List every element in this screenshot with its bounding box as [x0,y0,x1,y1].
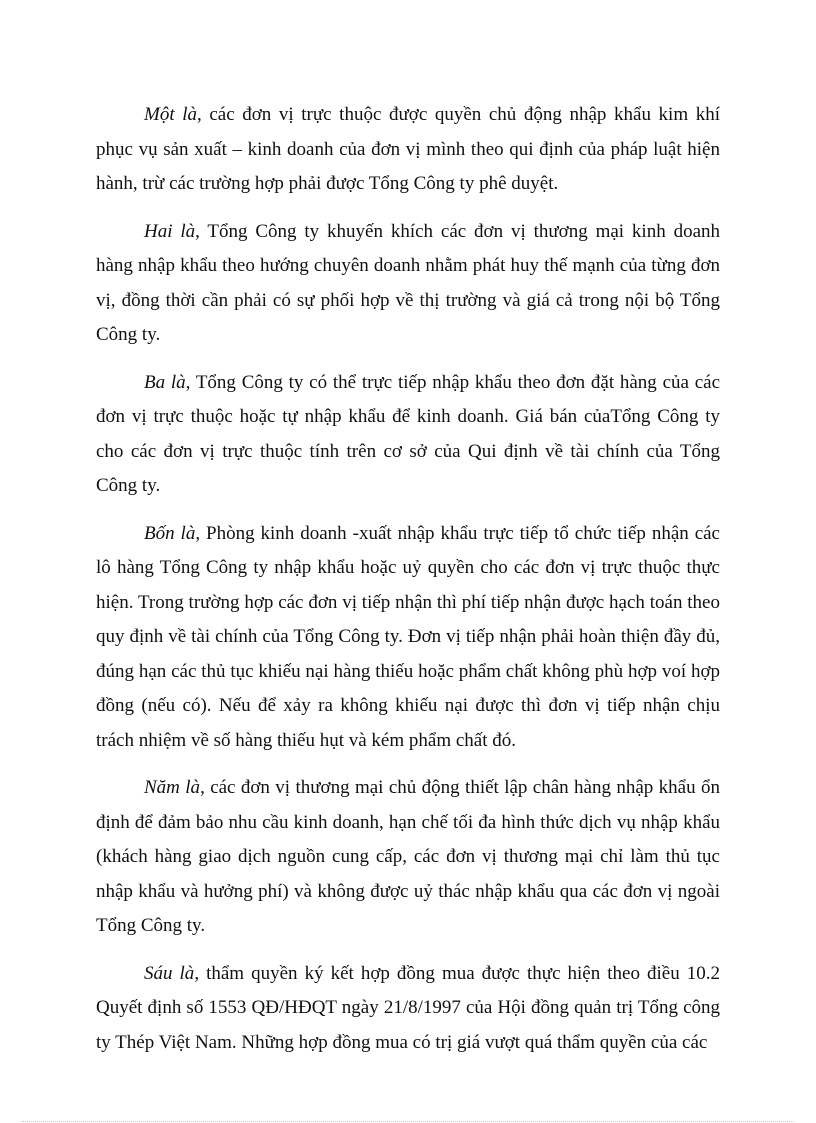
paragraph-text: , các đơn vị thương mại chủ động thiết lập chân hàng nhập khẩu ổn định để đảm bảo nhu cầu kinh doanh, hạn chế tối đa hình thức dịch vụ nhập khẩu (khách hàng giao dịch nguồn cung cấp, các đơn vị thương mại chỉ làm thủ tục nhập khẩu và hưởng phí) và không được uỷ thác nhập khẩu qua các đơn vị ngoài Tổng Công ty. [96,777,720,936]
document-body [96,98,720,1073]
paragraph-hai-la [96,215,720,353]
paragraph-sau-la [96,957,720,1061]
paragraph-ba-la [96,366,720,504]
paragraph-nam-la [96,771,720,944]
paragraph-lead: Một là [144,104,197,125]
paragraph-lead: Hai là [144,220,196,242]
paragraph-text: , Phòng kinh doanh -xuất nhập khẩu trực tiếp tổ chức tiếp nhận các lô hàng Tổng Công ty nhập khẩu hoặc uỷ quyền cho các đơn vị trực thuộc thực hiện. Trong trường hợp các đơn vị tiếp nhận thì phí tiếp nhận được hạch toán theo quy định về tài chính của Tổng Công ty. Đơn vị tiếp nhận phải hoàn thiện đầy đủ, đúng hạn các thủ tục khiếu nại hàng thiếu hoặc phẩm chất không phù hợp voí hợp đồng (nếu có). Nếu để xảy ra không khiếu nại được thì đơn vị tiếp nhận chịu trách nhiệm về số hàng thiếu hụt và kém phẩm chất đó. [96,522,720,751]
paragraph-lead: Bốn là [144,522,196,544]
page-bottom-divider [22,1121,794,1122]
paragraph-lead: Ba là [144,371,186,393]
paragraph-text: , thẩm quyền ký kết hợp đồng mua được thực hiện theo điều 10.2 Quyết định số 1553 QĐ/HĐQT ngày 21/8/1997 của Hội đồng quản trị Tổng công ty Thép Việt Nam. Những hợp đồng mua có trị giá vượt quá thẩm quyền của các [96,962,720,1053]
paragraph-mot-la [96,98,720,202]
paragraph-lead: Năm là [144,777,201,798]
paragraph-text: , Tổng Công ty khuyến khích các đơn vị thương mại kinh doanh hàng nhập khẩu theo hướng chuyên doanh nhằm phát huy thế mạnh của từng đơn vị, đồng thời cần phải có sự phối hợp về thị trường và giá cả trong nội bộ Tổng Công ty. [96,220,721,345]
paragraph-bon-la [96,517,720,759]
paragraph-lead: Sáu là [144,962,195,984]
paragraph-text: , các đơn vị trực thuộc được quyền chủ động nhập khẩu kim khí phục vụ sản xuất – kinh doanh của đơn vị mình theo qui định của pháp luật hiện hành, trừ các trường hợp phải được Tổng Công ty phê duyệt. [96,104,720,194]
paragraph-text: , Tổng Công ty có thể trực tiếp nhập khẩu theo đơn đặt hàng của các đơn vị trực thuộc hoặc tự nhập khẩu để kinh doanh. Giá bán củaTổng Công ty cho các đơn vị trực thuộc tính trên cơ sở của Qui định về tài chính của Tổng Công ty. [96,371,720,496]
